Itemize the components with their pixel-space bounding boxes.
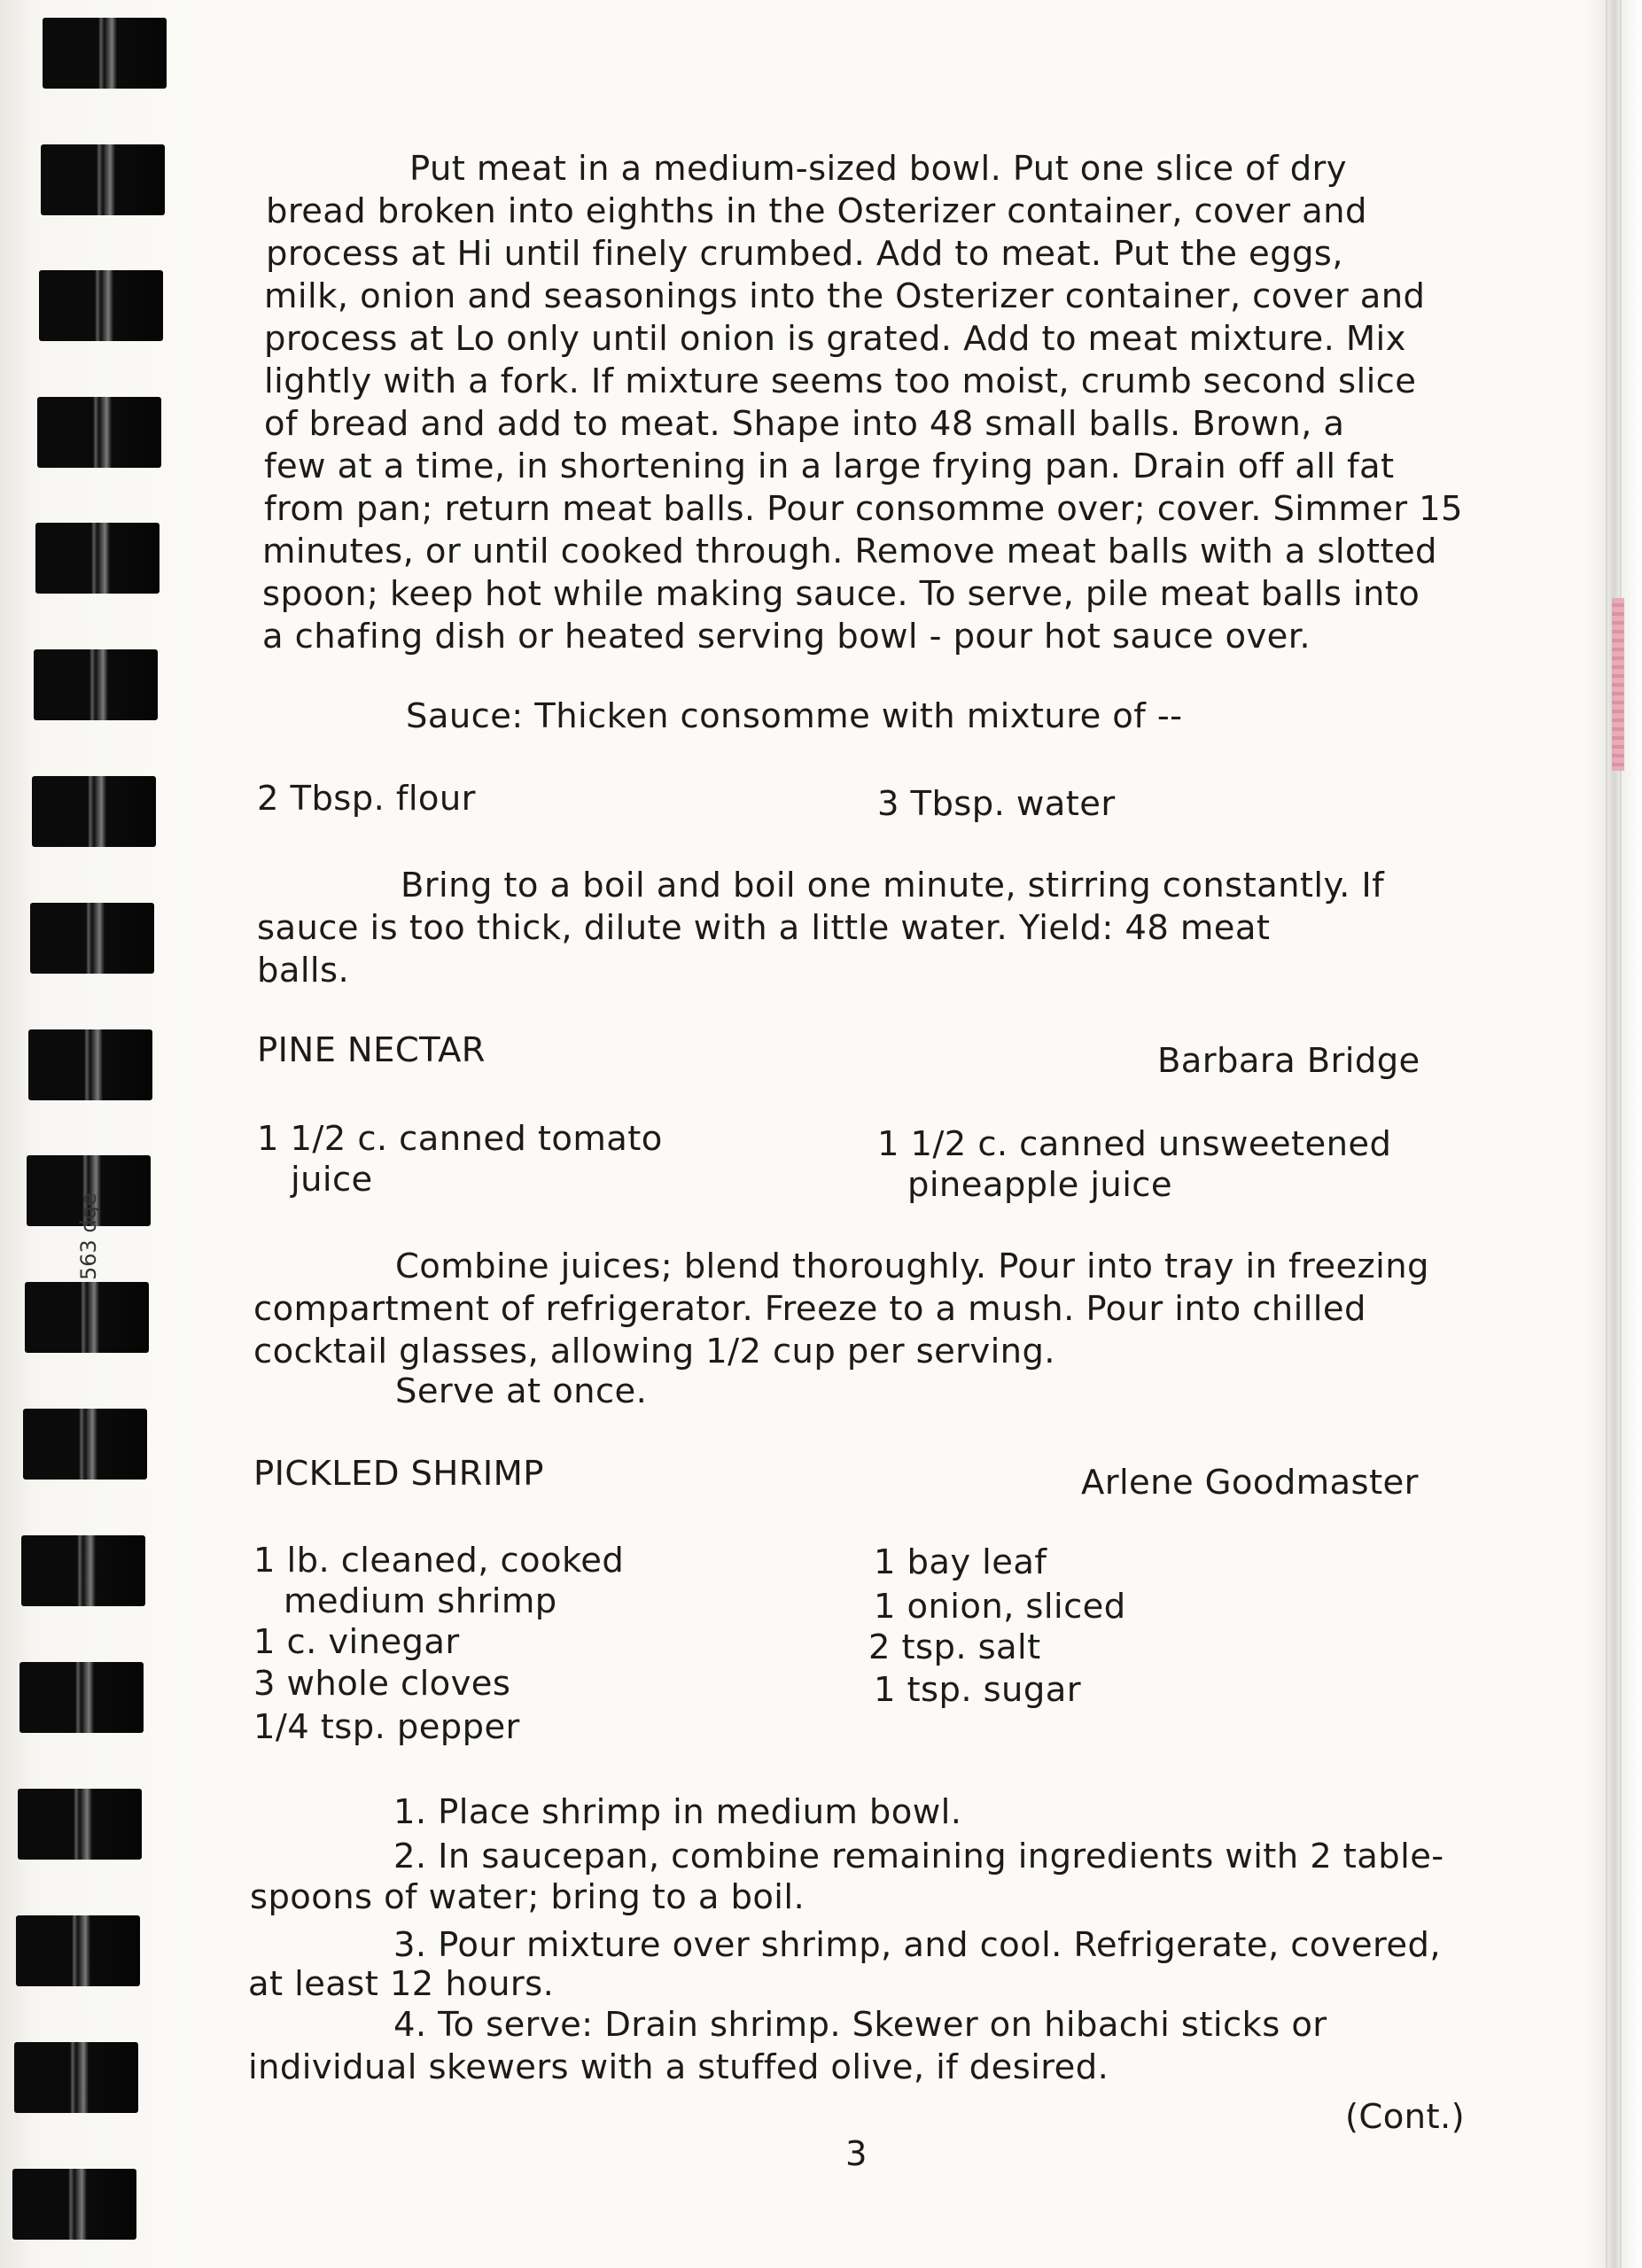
ingredient-item: 1 1/2 c. canned unsweetened — [877, 1124, 1392, 1164]
ingredient-item: juice — [291, 1160, 373, 1200]
spiral-binding — [0, 0, 177, 2268]
recipe-author: Arlene Goodmaster — [1081, 1463, 1419, 1503]
margin-stub-text: 563 dge — [76, 1192, 101, 1280]
shrimp-step: at least 12 hours. — [248, 1964, 555, 2004]
meatballs-line: a chafing dish or heated serving bowl - pour hot sauce over. — [262, 617, 1311, 656]
meatballs-final-line: sauce is too thick, dilute with a little water. Yield: 48 meat — [257, 908, 1271, 948]
ingredient-item: medium shrimp — [284, 1581, 557, 1621]
shrimp-step: individual skewers with a stuffed olive, if desired. — [248, 2047, 1109, 2087]
ingredient-item: 1 c. vinegar — [253, 1622, 460, 1662]
binding-coil — [28, 1029, 152, 1100]
pine-nectar-line: Combine juices; blend thoroughly. Pour into tray in freezing — [395, 1247, 1429, 1286]
binding-coil — [12, 2169, 136, 2240]
pine-nectar-line: compartment of refrigerator. Freeze to a mush. Pour into chilled — [253, 1289, 1366, 1329]
binding-coil — [18, 1789, 142, 1860]
meatballs-line: bread broken into eighths in the Osterizer container, cover and — [266, 191, 1367, 231]
shrimp-step: 4. To serve: Drain shrimp. Skewer on hibachi sticks or — [393, 2005, 1327, 2045]
binding-coil — [43, 18, 167, 89]
page-edge-line — [1606, 0, 1607, 2268]
ingredient-item: 1 tsp. sugar — [874, 1670, 1081, 1710]
binding-coil — [19, 1662, 144, 1733]
meatballs-final-line: Bring to a boil and boil one minute, stirring constantly. If — [401, 866, 1385, 905]
binding-coil — [37, 397, 161, 468]
shrimp-step: 1. Place shrimp in medium bowl. — [393, 1792, 962, 1832]
binding-coil — [21, 1535, 145, 1606]
ingredient-item: 2 tsp. salt — [868, 1627, 1041, 1667]
sauce-intro: Sauce: Thicken consomme with mixture of -- — [406, 696, 1183, 736]
page-edge-tab — [1612, 598, 1624, 771]
recipe-title: PINE NECTAR — [257, 1030, 486, 1070]
meatballs-line: from pan; return meat balls. Pour consomme over; cover. Simmer 15 — [264, 489, 1463, 529]
binding-coil — [16, 1915, 140, 1986]
meatballs-line: spoon; keep hot while making sauce. To serve, pile meat balls into — [262, 574, 1420, 614]
shrimp-step: 2. In saucepan, combine remaining ingredients with 2 table- — [393, 1837, 1444, 1876]
binding-coil — [39, 270, 163, 341]
binding-coil — [41, 144, 165, 215]
ingredient-item: 1 lb. cleaned, cooked — [253, 1541, 625, 1581]
meatballs-line: of bread and add to meat. Shape into 48 small balls. Brown, a — [264, 404, 1345, 444]
meatballs-line: lightly with a fork. If mixture seems too moist, crumb second slice — [264, 361, 1417, 401]
page-number: 3 — [845, 2134, 868, 2174]
meatballs-final-line: balls. — [257, 951, 350, 990]
recipe-title: PICKLED SHRIMP — [253, 1454, 544, 1494]
shrimp-step: spoons of water; bring to a boil. — [250, 1877, 805, 1917]
binding-coil — [35, 523, 160, 594]
binding-coil — [14, 2042, 138, 2113]
ingredient-item: 1 1/2 c. canned tomato — [257, 1119, 663, 1159]
sauce-ingredient: 2 Tbsp. flour — [257, 779, 476, 819]
ingredient-item: 1/4 tsp. pepper — [253, 1707, 520, 1747]
ingredient-item: 3 whole cloves — [253, 1664, 511, 1704]
sauce-ingredient: 3 Tbsp. water — [877, 784, 1116, 824]
pine-nectar-line: cocktail glasses, allowing 1/2 cup per serving. — [253, 1332, 1055, 1371]
recipe-author: Barbara Bridge — [1157, 1041, 1420, 1081]
meatballs-line: process at Hi until finely crumbed. Add to meat. Put the eggs, — [266, 234, 1343, 274]
page-edge-line — [1620, 0, 1622, 2268]
ingredient-item: 1 bay leaf — [874, 1542, 1047, 1582]
meatballs-line: Put meat in a medium-sized bowl. Put one slice of dry — [409, 149, 1347, 189]
meatballs-line: minutes, or until cooked through. Remove meat balls with a slotted — [262, 532, 1437, 571]
binding-coil — [23, 1409, 147, 1480]
continued-note: (Cont.) — [1345, 2097, 1466, 2137]
meatballs-line: milk, onion and seasonings into the Osterizer container, cover and — [264, 276, 1426, 316]
meatballs-line: process at Lo only until onion is grated. Add to meat mixture. Mix — [264, 319, 1406, 359]
shrimp-step: 3. Pour mixture over shrimp, and cool. Refrigerate, covered, — [393, 1925, 1441, 1965]
binding-coil — [34, 649, 158, 720]
binding-coil — [32, 776, 156, 847]
binding-coil — [30, 903, 154, 974]
ingredient-item: 1 onion, sliced — [874, 1587, 1126, 1627]
binding-coil — [25, 1282, 149, 1353]
ingredient-item: pineapple juice — [907, 1165, 1172, 1205]
pine-nectar-line: Serve at once. — [395, 1371, 648, 1411]
meatballs-line: few at a time, in shortening in a large frying pan. Drain off all fat — [264, 447, 1395, 486]
